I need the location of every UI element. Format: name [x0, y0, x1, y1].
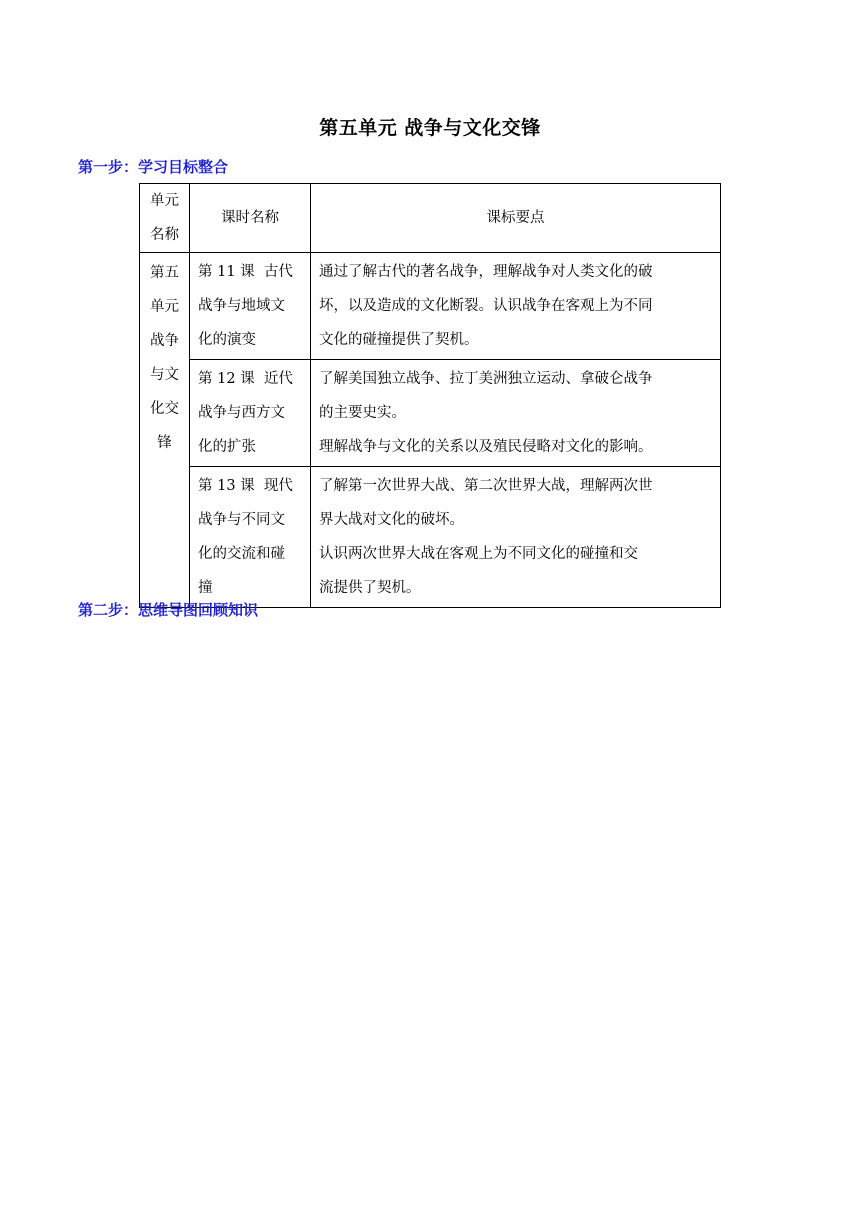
table-row — [140, 467, 721, 608]
step-two-heading: 第二步：思维导图回顾知识 — [78, 601, 259, 619]
lesson-cell — [190, 253, 311, 360]
header-key-points: 课标要点 — [311, 184, 721, 253]
points-line: 了解美国独立战争、拉丁美洲独立运动、拿破仑战争 — [319, 371, 653, 387]
header-unit-name — [140, 184, 190, 253]
points-line: 界大战对文化的破坏。 — [319, 512, 464, 528]
unit-name-line: 与文 — [150, 367, 179, 383]
unit-name-line: 化交 — [150, 401, 179, 417]
points-line: 了解第一次世界大战、第二次世界大战，理解两次世 — [319, 478, 653, 494]
points-line: 理解战争与文化的关系以及殖民侵略对文化的影响。 — [319, 439, 653, 455]
unit-name-line: 战争 — [150, 333, 179, 349]
table-row — [140, 360, 721, 467]
lesson-line: 第 11 课 古代 — [198, 264, 293, 280]
lesson-line: 战争与西方文 — [198, 405, 285, 421]
lesson-line: 化的扩张 — [198, 439, 256, 455]
header-lesson-name: 课时名称 — [190, 184, 311, 253]
unit-name-cell — [140, 253, 190, 608]
lesson-line: 战争与不同文 — [198, 512, 285, 528]
step-one-heading: 第一步：学习目标整合 — [78, 158, 229, 176]
lesson-line: 第 13 课 现代 — [198, 478, 293, 494]
table-header-row — [140, 184, 721, 253]
points-line: 流提供了契机。 — [319, 580, 421, 596]
points-cell — [311, 360, 721, 467]
points-line: 的主要史实。 — [319, 405, 406, 421]
learning-goals-table — [139, 183, 721, 608]
points-line: 认识两次世界大战在客观上为不同文化的碰撞和交 — [319, 546, 638, 562]
points-cell — [311, 467, 721, 608]
header-unit-line: 名称 — [150, 227, 179, 243]
unit-name-line: 单元 — [150, 299, 179, 315]
lesson-line: 第 12 课 近代 — [198, 371, 293, 387]
lesson-line: 撞 — [198, 580, 213, 596]
table-row — [140, 253, 721, 360]
lesson-cell — [190, 467, 311, 608]
header-unit-line: 单元 — [150, 193, 179, 209]
lesson-line: 化的演变 — [198, 332, 256, 348]
points-line: 坏，以及造成的文化断裂。认识战争在客观上为不同 — [319, 298, 653, 314]
lesson-line: 化的交流和碰 — [198, 546, 285, 562]
unit-name-line: 第五 — [150, 265, 179, 281]
points-line: 文化的碰撞提供了契机。 — [319, 332, 479, 348]
page-title: 第五单元 战争与文化交锋 — [319, 117, 541, 139]
lesson-cell — [190, 360, 311, 467]
points-cell — [311, 253, 721, 360]
unit-name-line: 锋 — [157, 435, 172, 451]
lesson-line: 战争与地域文 — [198, 298, 285, 314]
points-line: 通过了解古代的著名战争，理解战争对人类文化的破 — [319, 264, 653, 280]
